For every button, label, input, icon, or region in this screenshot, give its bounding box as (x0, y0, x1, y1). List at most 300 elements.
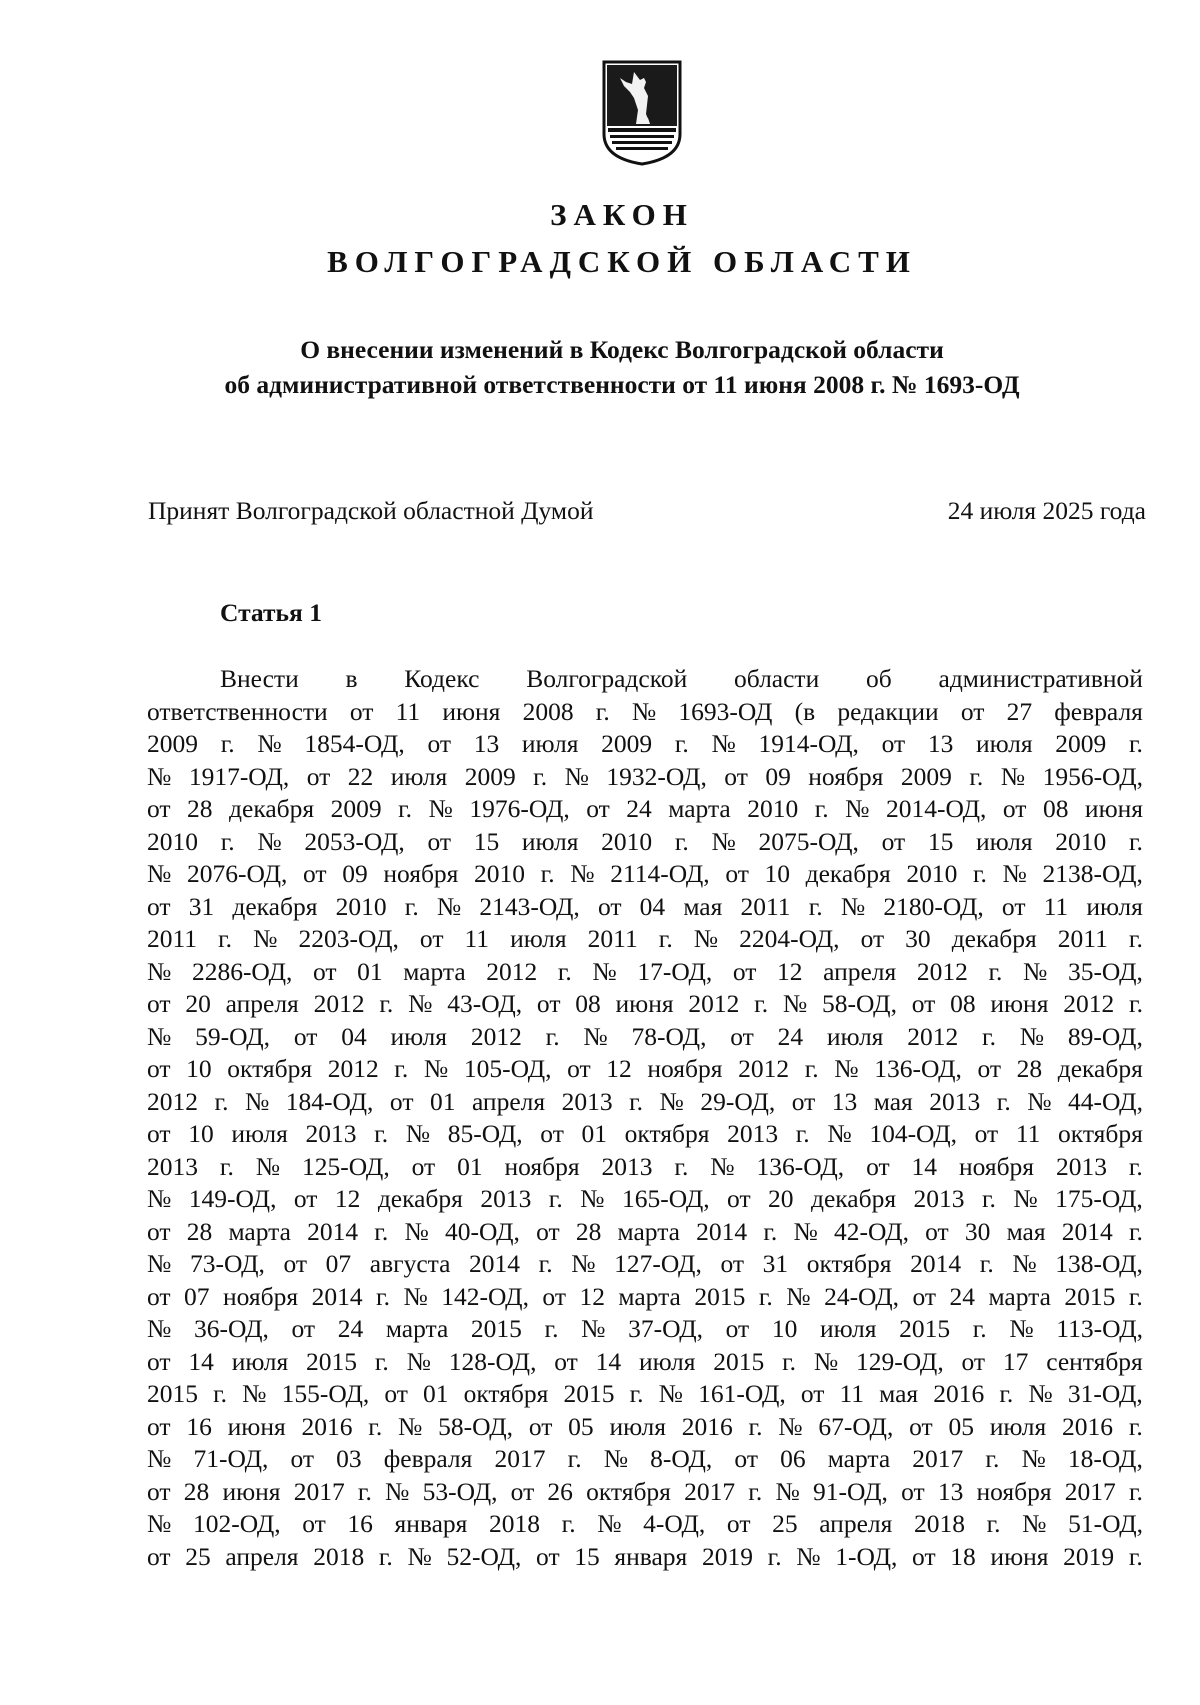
law-subject (22, 332, 1200, 402)
word: 2009 (900, 761, 952, 791)
word: 2013 (480, 1184, 532, 1213)
word: 2180-ОД, (883, 891, 984, 921)
word: г. (1128, 729, 1143, 758)
word: 2015 (713, 1346, 765, 1376)
word: 24-ОД, (824, 1281, 899, 1311)
word: 2010 (601, 826, 653, 856)
word: от (349, 696, 374, 726)
word: 09 (342, 859, 368, 888)
word: 1917-ОД, (188, 761, 290, 791)
word: 2010 (1055, 826, 1107, 856)
word: 1932-ОД, (606, 761, 707, 791)
word: 175-ОД, (1055, 1184, 1143, 1213)
word: от (293, 1021, 318, 1051)
word: г. (763, 1216, 778, 1246)
word: октября (806, 1249, 892, 1278)
word: № (597, 1509, 622, 1538)
word: июня (222, 1476, 281, 1506)
word: № (406, 1346, 431, 1376)
word: от (791, 1086, 816, 1116)
word: редакции (837, 696, 939, 726)
word: от (912, 1541, 936, 1571)
word: декабря (810, 1184, 897, 1213)
word: 10 (186, 1054, 212, 1083)
article-text-line (147, 826, 1143, 859)
word: 2014 (311, 1281, 363, 1311)
word: г. (1129, 989, 1143, 1018)
word: 10 (771, 1314, 798, 1343)
word: марта (827, 1444, 891, 1473)
word: № (693, 924, 719, 953)
word: 04 (639, 891, 666, 921)
word: 2010 (747, 794, 799, 823)
word: 03 (336, 1444, 362, 1473)
word: г. (985, 1444, 1000, 1473)
word: 20 (185, 989, 211, 1018)
word: 37-ОД, (628, 1314, 703, 1343)
word: № (147, 1021, 172, 1051)
word: от (147, 1541, 171, 1571)
word: 13 (927, 729, 954, 758)
word: г. (219, 1151, 234, 1181)
word: от (147, 1411, 171, 1441)
word: ответственности (147, 696, 328, 726)
article-text-line (147, 1151, 1143, 1184)
word: г. (972, 1314, 987, 1343)
word: 36-ОД, (193, 1314, 269, 1343)
word: 26 (547, 1476, 573, 1506)
word: 51-ОД, (1068, 1509, 1143, 1538)
word: № (1023, 956, 1048, 986)
word: 08 (950, 989, 976, 1018)
word: г. (561, 1509, 576, 1538)
word: от (411, 1151, 436, 1181)
article-text-line (147, 696, 1143, 729)
word: февраля (1054, 696, 1143, 726)
word: № (407, 1541, 432, 1571)
coat-of-arms-icon (600, 58, 684, 166)
article-text-line (147, 663, 1143, 696)
word: 58-ОД, (822, 989, 897, 1018)
article-text-line (147, 793, 1143, 826)
word: 2012 (313, 989, 365, 1018)
word: от (427, 826, 452, 856)
word: 2019 (701, 1541, 753, 1571)
word: от (306, 761, 331, 791)
word: декабря (377, 1184, 463, 1213)
article-text-line (147, 1086, 1143, 1119)
word: от (147, 1216, 171, 1246)
word: 2017 (293, 1476, 345, 1506)
word: от (730, 1021, 754, 1051)
article-text-line (147, 1281, 1143, 1314)
word: г. (595, 696, 610, 726)
word: февраля (383, 1444, 473, 1473)
word: января (394, 1509, 468, 1538)
word: июля (609, 1411, 666, 1441)
word: 44-ОД, (1068, 1086, 1143, 1116)
word: от (303, 859, 327, 888)
word: № (1013, 1184, 1038, 1213)
word: г. (548, 1184, 563, 1213)
word: 16 (347, 1509, 373, 1538)
word: от (732, 956, 757, 986)
article-text-line (147, 1476, 1143, 1509)
word: № (147, 859, 172, 888)
word: декабря (229, 794, 315, 823)
word: 2014 (910, 1249, 962, 1278)
word: 2012 (688, 989, 740, 1018)
word: 17-ОД, (637, 956, 713, 986)
word: июня (990, 989, 1049, 1018)
word: 2015 (147, 1379, 198, 1408)
word: 138-ОД, (1055, 1249, 1143, 1278)
word: от (734, 1444, 758, 1473)
word: от (427, 729, 452, 758)
word: г. (988, 956, 1003, 986)
word: от (291, 1314, 316, 1343)
word: 12 (777, 956, 803, 986)
word: 128-ОД, (448, 1346, 537, 1376)
word: г. (767, 1541, 782, 1571)
word: 07 (325, 1249, 352, 1278)
word: 59-ОД, (195, 1021, 271, 1051)
word: 2015 (306, 1346, 358, 1376)
word: об (866, 664, 892, 693)
word: г. (368, 1411, 383, 1441)
word: от (909, 1411, 933, 1441)
word: г. (674, 826, 689, 856)
word: 16 (186, 1411, 212, 1441)
word: апреля (471, 1086, 546, 1116)
word: от (567, 1054, 591, 1083)
word: № (782, 989, 808, 1018)
word: 05 (948, 1411, 974, 1441)
word: марта (385, 1314, 449, 1343)
word: г. (629, 1379, 644, 1408)
word: г. (758, 1281, 773, 1311)
word: от (542, 1281, 566, 1311)
word: 89-ОД, (1067, 1021, 1143, 1051)
word: 11 (1015, 1119, 1041, 1148)
word: 12 (606, 1054, 632, 1083)
word: 30 (964, 1216, 991, 1246)
word: июля (976, 729, 1033, 758)
word: 2016 (933, 1379, 985, 1408)
word: от (147, 1054, 171, 1083)
article-text-line (147, 956, 1143, 989)
word: от (866, 1151, 890, 1181)
word: № (631, 696, 657, 726)
word: № (786, 1281, 811, 1311)
word: 1693-ОД (678, 696, 773, 726)
word: 2017 (684, 1476, 736, 1506)
word: 2009 (464, 761, 516, 791)
word: 04 (341, 1021, 367, 1051)
article-text-line (147, 1378, 1143, 1411)
word: 43-ОД, (447, 989, 523, 1018)
word: 67-ОД, (818, 1411, 894, 1441)
word: октября (227, 1054, 313, 1083)
word: 17 (1002, 1346, 1029, 1376)
word: 2010 (335, 891, 387, 921)
word: № (255, 1151, 281, 1181)
word: 22 (347, 761, 374, 791)
word: г. (374, 1216, 389, 1246)
word: г. (404, 891, 419, 921)
word: Волгоградской (526, 664, 688, 693)
word: 2286-ОД, (191, 956, 293, 986)
word: от (724, 761, 748, 791)
word: 1914-ОД, (758, 729, 859, 758)
word: 13 (473, 729, 500, 758)
word: 01 (357, 956, 383, 986)
word: г. (808, 891, 823, 921)
word: г. (218, 924, 233, 953)
word: 12 (334, 1184, 361, 1213)
word: июля (521, 729, 579, 758)
word: г. (557, 956, 572, 986)
word: г. (996, 1086, 1011, 1116)
word: 58-ОД, (438, 1411, 514, 1441)
word: 2015 (899, 1314, 951, 1343)
word: октября (1058, 1119, 1143, 1148)
word: г. (748, 1476, 763, 1506)
word: г. (979, 1249, 994, 1278)
word: ноября (504, 1151, 580, 1181)
word: 2014 (307, 1216, 359, 1246)
word: № (1028, 1379, 1053, 1408)
word: № (564, 761, 589, 791)
word: 102-ОД, (192, 1509, 281, 1538)
word: от (961, 1346, 986, 1376)
word: № (775, 1476, 800, 1506)
word: от (901, 1476, 925, 1506)
word: 2011 (147, 924, 198, 953)
word: 2010 (147, 826, 198, 856)
word: мая (683, 891, 723, 921)
word: июля (1086, 891, 1143, 921)
word: ноября (383, 859, 459, 888)
word: 11 (395, 696, 421, 726)
word: 20 (768, 1184, 794, 1213)
word: № (603, 1444, 629, 1473)
word: г. (969, 761, 984, 791)
word: 136-ОД, (874, 1054, 962, 1083)
word: 24 (626, 794, 652, 823)
word: № (813, 1346, 839, 1376)
word: г. (1128, 1411, 1143, 1441)
word: от (1001, 891, 1026, 921)
word: 13 (831, 1086, 858, 1116)
word: марта (228, 1216, 291, 1246)
word: 2013 (929, 1086, 981, 1116)
word: от (147, 1281, 171, 1311)
word: г. (674, 729, 689, 758)
word: от (881, 729, 906, 758)
word: 1956-ОД, (1042, 761, 1143, 791)
word: 142-ОД, (441, 1281, 529, 1311)
word: № (147, 1314, 172, 1343)
word: 2019 (1063, 1541, 1115, 1571)
word: г. (378, 1541, 393, 1571)
word: 28 (183, 1476, 210, 1506)
word: г. (213, 1379, 228, 1408)
article-text-line (147, 728, 1143, 761)
word: 91-ОД, (812, 1476, 888, 1506)
word: № (403, 1281, 428, 1311)
word: марта (618, 1281, 681, 1311)
word: № (398, 1411, 423, 1441)
word: 1854-ОД, (304, 729, 405, 758)
word: Кодекс (404, 664, 480, 693)
article-text-line (147, 1508, 1143, 1541)
word: 2014 (1061, 1216, 1113, 1246)
word: октября (463, 1379, 549, 1408)
word: от (419, 924, 444, 953)
word: № (405, 1119, 431, 1148)
word: 01 (581, 1119, 607, 1148)
word: № (436, 891, 462, 921)
word: 12 (579, 1281, 605, 1311)
word: 53-ОД, (422, 1476, 498, 1506)
word: № (840, 891, 866, 921)
word: № (253, 924, 278, 953)
word: 28 (186, 1216, 213, 1246)
law-heading: ЗАКОН (550, 197, 694, 232)
adoption-row (148, 496, 1146, 526)
word: 2013 (1055, 1151, 1107, 1181)
word: 2015 (470, 1314, 522, 1343)
word: г. (220, 826, 235, 856)
word: ноября (976, 1476, 1052, 1506)
word: № (834, 1054, 859, 1083)
word: 18 (950, 1541, 976, 1571)
word: от (536, 1541, 560, 1571)
word: 06 (780, 1444, 806, 1473)
word: 2013 (305, 1119, 357, 1148)
word: № (581, 1314, 606, 1343)
word: апреля (823, 956, 897, 986)
word: июня (615, 989, 674, 1018)
word: № (404, 1216, 429, 1246)
word: № (711, 826, 736, 856)
word: от (290, 1444, 315, 1473)
article-text-line (147, 761, 1143, 794)
word: 10 (764, 859, 790, 888)
word: 2010 (474, 859, 526, 888)
word: г. (1128, 1216, 1143, 1246)
word: 13 (937, 1476, 964, 1506)
word: г. (1128, 1151, 1143, 1181)
word: г. (374, 1119, 389, 1148)
word: 2016 (681, 1411, 733, 1441)
word: ноября (808, 761, 884, 791)
word: 42-ОД, (834, 1216, 909, 1246)
word: г. (814, 794, 829, 823)
word: от (925, 1216, 949, 1246)
word: г. (1128, 1541, 1143, 1571)
word: от (727, 1184, 751, 1213)
word: № (845, 794, 870, 823)
word: 2143-ОД, (479, 891, 580, 921)
article-text-line (147, 1053, 1143, 1086)
word: 2114-ОД, (610, 859, 710, 888)
word: мая (873, 1086, 913, 1116)
word: июня (1084, 794, 1143, 823)
word: № (147, 1444, 172, 1473)
word: 25 (185, 1541, 211, 1571)
word: апреля (819, 1509, 893, 1538)
word: 184-ОД, (285, 1086, 374, 1116)
word: июля (390, 761, 448, 791)
word: июня (227, 1411, 286, 1441)
word: 1-ОД, (835, 1541, 898, 1571)
word: 18-ОД, (1067, 1444, 1143, 1473)
word: 2018 (489, 1509, 540, 1538)
word: 07 (184, 1281, 210, 1311)
word: от (586, 794, 610, 823)
article-text-line (147, 1541, 1143, 1574)
word: 2008 (522, 696, 574, 726)
word: 28 (187, 794, 213, 823)
word: июля (231, 1346, 289, 1376)
word: г. (1128, 826, 1143, 856)
word: 2009 (330, 794, 382, 823)
word: 2018 (913, 1509, 965, 1538)
word: административной (938, 664, 1143, 693)
word: г. (795, 1119, 810, 1148)
word: 30 (905, 924, 931, 953)
word: 01 (429, 1086, 456, 1116)
word: г. (533, 761, 548, 791)
word: г. (540, 859, 555, 888)
word: октября (586, 1476, 671, 1506)
word: апреля (225, 1541, 299, 1571)
word: 2017 (494, 1444, 546, 1473)
word: от (147, 1346, 171, 1376)
word: 31 (188, 891, 215, 921)
word: № (658, 1379, 683, 1408)
word: 71-ОД, (193, 1444, 269, 1473)
article-text-line (147, 1021, 1143, 1054)
word: от (293, 1184, 318, 1213)
article-title: Статья 1 (220, 598, 322, 627)
word: г. (982, 1021, 996, 1051)
article-text-line (147, 923, 1143, 956)
word: от (726, 1509, 751, 1538)
word: 09 (765, 761, 791, 791)
word: от (389, 1086, 414, 1116)
word: 105-ОД, (463, 1054, 552, 1083)
word: 25 (772, 1509, 798, 1538)
word: № (778, 1411, 803, 1441)
word: 2015 (563, 1379, 615, 1408)
word: г. (544, 1314, 559, 1343)
word: от (725, 859, 749, 888)
word: № (1012, 1249, 1037, 1278)
word: г. (538, 1249, 553, 1278)
word: 2012 (147, 1086, 198, 1116)
word: г. (804, 1054, 819, 1083)
word: № (423, 1054, 449, 1083)
word: 8-ОД, (650, 1444, 713, 1473)
word: 2013 (561, 1086, 613, 1116)
word: ноября (223, 1281, 299, 1311)
word: № (796, 1541, 821, 1571)
word: 2017 (1064, 1476, 1116, 1506)
word: от (147, 1476, 171, 1506)
